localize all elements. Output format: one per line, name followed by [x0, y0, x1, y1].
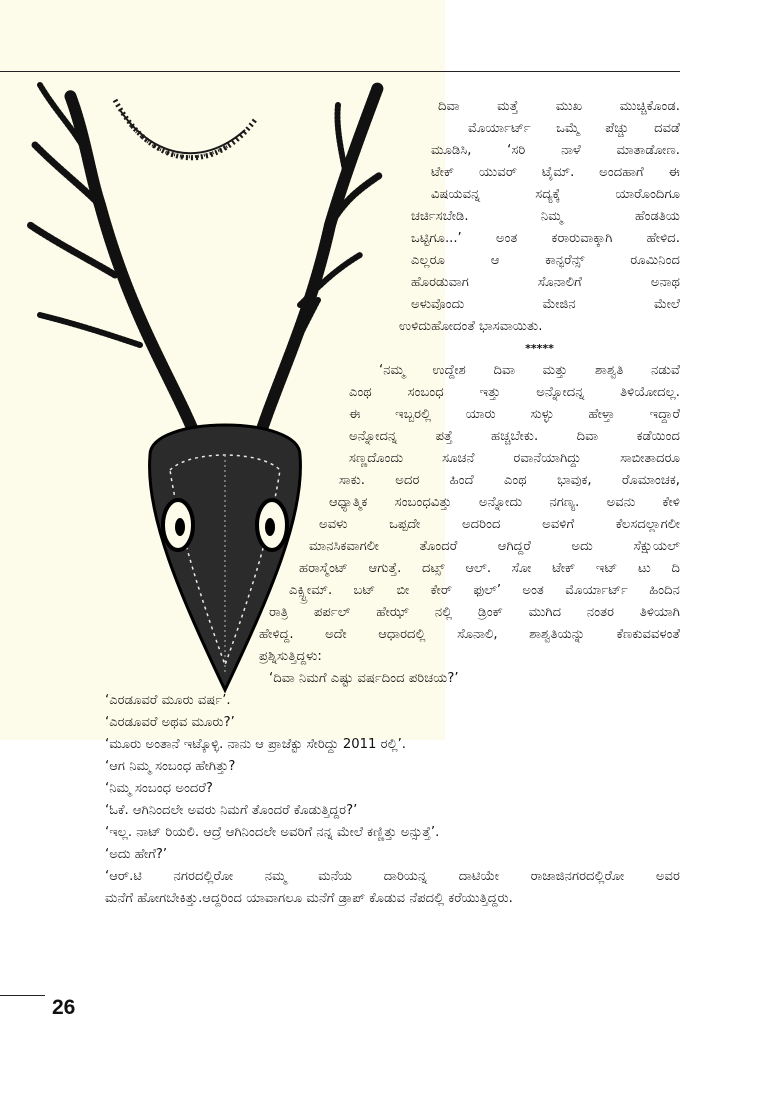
text-line: ಹೇಳಿದ್ದ. ಅದೇ ಆಧಾರದಲ್ಲಿ ಸೊನಾಲಿ, ಶಾಶ್ವತಿಯನ್ನು ಕೆಣಕುವವಳಂತೆ	[259, 627, 680, 642]
text-line: ಅವಳು ಒಪ್ಪದೇ ಅದರಿಂದ ಅವಳಿಗೆ ಕೆಲಸದಲ್ಲಾಗಲೀ	[319, 517, 680, 532]
page-number: 26	[52, 996, 76, 1019]
text-line: ಮನೆಗೆ ಹೋಗಬೇಕಿತ್ತು.ಆದ್ದರಿಂದ ಯಾವಾಗಲೂ ಮನೆಗೆ ಡ್ರಾಪ್ ಕೊಡುವ ನೆಪದಲ್ಲಿ ಕರೆಯುತ್ತಿದ್ದರು.	[105, 891, 513, 906]
text-line: ಉಳಿದುಹೋದಂತೆ ಭಾಸವಾಯಿತು.	[399, 319, 543, 334]
footer-rule	[0, 995, 45, 996]
dialogue-line: ‘ಓಕೆ. ಆಗಿನಿಂದಲೇ ಅವರು ನಿಮಗೆ ತೊಂದರೆ ಕೊಡುತ್ತಿದ್ದರ?’	[105, 803, 358, 818]
dialogue-line: ‘ಮೂರು ಅಂತಾನೆ ಇಟ್ಕೊಳ್ಳಿ. ನಾನು ಆ ಪ್ರಾಜೆಕ್ಟು ಸೇರಿದ್ದು 2011 ರಲ್ಲಿ’.	[105, 737, 406, 752]
text-line: ಮೊರ್ಯಾರ್ಟ್ ಒಮ್ಮೆ ಪೆಚ್ಚು ದವಡೆ	[468, 121, 680, 136]
text-line: ‘ಆರ್.ಟಿ ನಗರದಲ್ಲಿರೋ ನಮ್ಮ ಮನೆಯ ದಾರಿಯನ್ನ ದಾಟಿಯೇ ರಾಜಾಜಿನಗರದಲ್ಲಿರೋ ಅವರ	[105, 869, 680, 884]
text-line: ಈ ಇಬ್ಬರಲ್ಲಿ ಯಾರು ಸುಳ್ಳು ಹೇಳ್ತಾ ಇದ್ದಾರೆ	[349, 407, 680, 422]
text-line: ಎಕ್ಸ್ಟ್ರೀಮ್. ಬಟ್ ಬೀ ಕೇರ್ ಫುಲ್’ ಅಂತ ಮೊರ್ಯಾರ್ಟ್ ಹಿಂದಿನ	[289, 583, 680, 598]
text-line: ಸಣ್ಣದೊಂದು ಸೂಚನೆ ರವಾನೆಯಾಗಿದ್ದು ಸಾಬೀತಾದರೂ	[349, 451, 680, 466]
dialogue-line: ‘ಅದು ಹೇಗೆ?’	[105, 847, 168, 862]
dialogue-line: ‘ದಿವಾ ನಿಮಗೆ ಎಷ್ಟು ವರ್ಷದಿಂದ ಪರಿಚಯ?’	[269, 671, 459, 686]
text-line: ರಾತ್ರಿ ಪರ್ಪಲ್ ಹೇಝ್ ನಲ್ಲಿ ಡ್ರಿಂಕ್ ಮುಗಿದ ನಂತರ ತಿಳಿಯಾಗಿ	[269, 605, 680, 620]
text-line: ಒಟ್ಟಿಗೂ...’ ಅಂತ ಕರಾರುವಾಕ್ಕಾಗಿ ಹೇಳಿದ.	[411, 231, 680, 246]
text-line: ಟೇಕ್ ಯುವರ್ ಟೈಮ್. ಅಂದಹಾಗೆ ಈ	[431, 165, 680, 180]
text-line: ಹೊರಡುವಾಗ ಸೊನಾಲಿಗೆ ಅನಾಥ	[411, 275, 680, 290]
text-line: ಮೂಡಿಸಿ, ‘ಸರಿ ನಾಳೆ ಮಾತಾಡೋಣ.	[431, 143, 680, 158]
text-line: ಹರಾಸ್ಮೆಂಟ್ ಆಗುತ್ತೆ. ದಟ್ಸ್ ಆಲ್. ಸೋ ಟೇಕ್ ಇಟ್ ಟು ದಿ	[299, 561, 680, 576]
crescent-moon	[115, 100, 255, 158]
text-line: ಚರ್ಚಿಸಬೇಡಿ. ನಿಮ್ಮ ಹೆಂಡತಿಯ	[411, 209, 680, 224]
header-rule	[0, 71, 680, 72]
text-line: ‘ನಮ್ಮ ಉದ್ದೇಶ ದಿವಾ ಮತ್ತು ಶಾಶ್ವತಿ ನಡುವೆ	[379, 363, 680, 378]
text-line: ವಿಷಯವನ್ನ ಸದ್ಯಕ್ಕೆ ಯಾರೊಂದಿಗೂ	[431, 187, 680, 202]
text-line: ಆಧ್ಯಾತ್ಮಿಕ ಸಂಬಂಧವಿತ್ತು ಅನ್ನೋದು ನಗಣ್ಯ. ಅವನು ಕೇಳಿ	[329, 495, 680, 510]
text-line: ಎಲ್ಲರೂ ಆ ಕಾನ್ಫರೆನ್ಸ್ ರೂಮಿನಿಂದ	[411, 253, 680, 268]
section-separator: *****	[525, 342, 554, 355]
text-line: ಸಾಕು. ಅದರ ಹಿಂದೆ ಎಂಥ ಭಾವುಕ, ರೊಮಾಂಚಕ,	[339, 473, 680, 488]
left-antler	[30, 85, 195, 435]
text-line: ದಿವಾ ಮತ್ತೆ ಮುಖ ಮುಚ್ಚಿಕೊಂಡ.	[438, 99, 680, 114]
dialogue-line: ‘ಆಗ ನಿಮ್ಮ ಸಂಬಂಧ ಹೇಗಿತ್ತು?	[105, 759, 236, 774]
dialogue-line: ‘ಇಲ್ಲ. ನಾಟ್ ರಿಯಲಿ. ಆದ್ರೆ ಆಗಿನಿಂದಲೇ ಅವರಿಗೆ ನನ್ನ ಮೇಲೆ ಕಣ್ಣಿತ್ತು ಅನ್ಸುತ್ತೆ’.	[105, 825, 440, 840]
dialogue-line: ‘ಎರಡೂವರೆ ಮೂರು ವರ್ಷ’.	[105, 693, 231, 708]
text-line: ಪ್ರಶ್ನಿಸುತ್ತಿದ್ದಳು:	[259, 649, 322, 664]
text-line: ಅನ್ನೋದನ್ನ ಪತ್ತೆ ಹಚ್ಚಬೇಕು. ದಿವಾ ಕಡೆಯಿಂದ	[349, 429, 680, 444]
text-line: ಎಂಥ ಸಂಬಂಧ ಇತ್ತು ಅನ್ನೋದನ್ನ ತಿಳಿಯೋದಲ್ಲ.	[349, 385, 680, 400]
dialogue-line: ‘ಎರಡೂವರೆ ಅಥವ ಮೂರು?’	[105, 715, 235, 730]
text-line: ಅಳುವೊಂದು ಮೇಜಿನ ಮೇಲೆ	[411, 297, 680, 312]
dialogue-line: ‘ನಿಮ್ಮ ಸಂಬಂಧ ಅಂದರೆ?	[105, 781, 213, 796]
text-line: ಮಾನಸಿಕವಾಗಲೀ ತೊಂದರೆ ಆಗಿದ್ದರೆ ಅದು ಸೆಕ್ಷುಯಲ್	[309, 539, 680, 554]
